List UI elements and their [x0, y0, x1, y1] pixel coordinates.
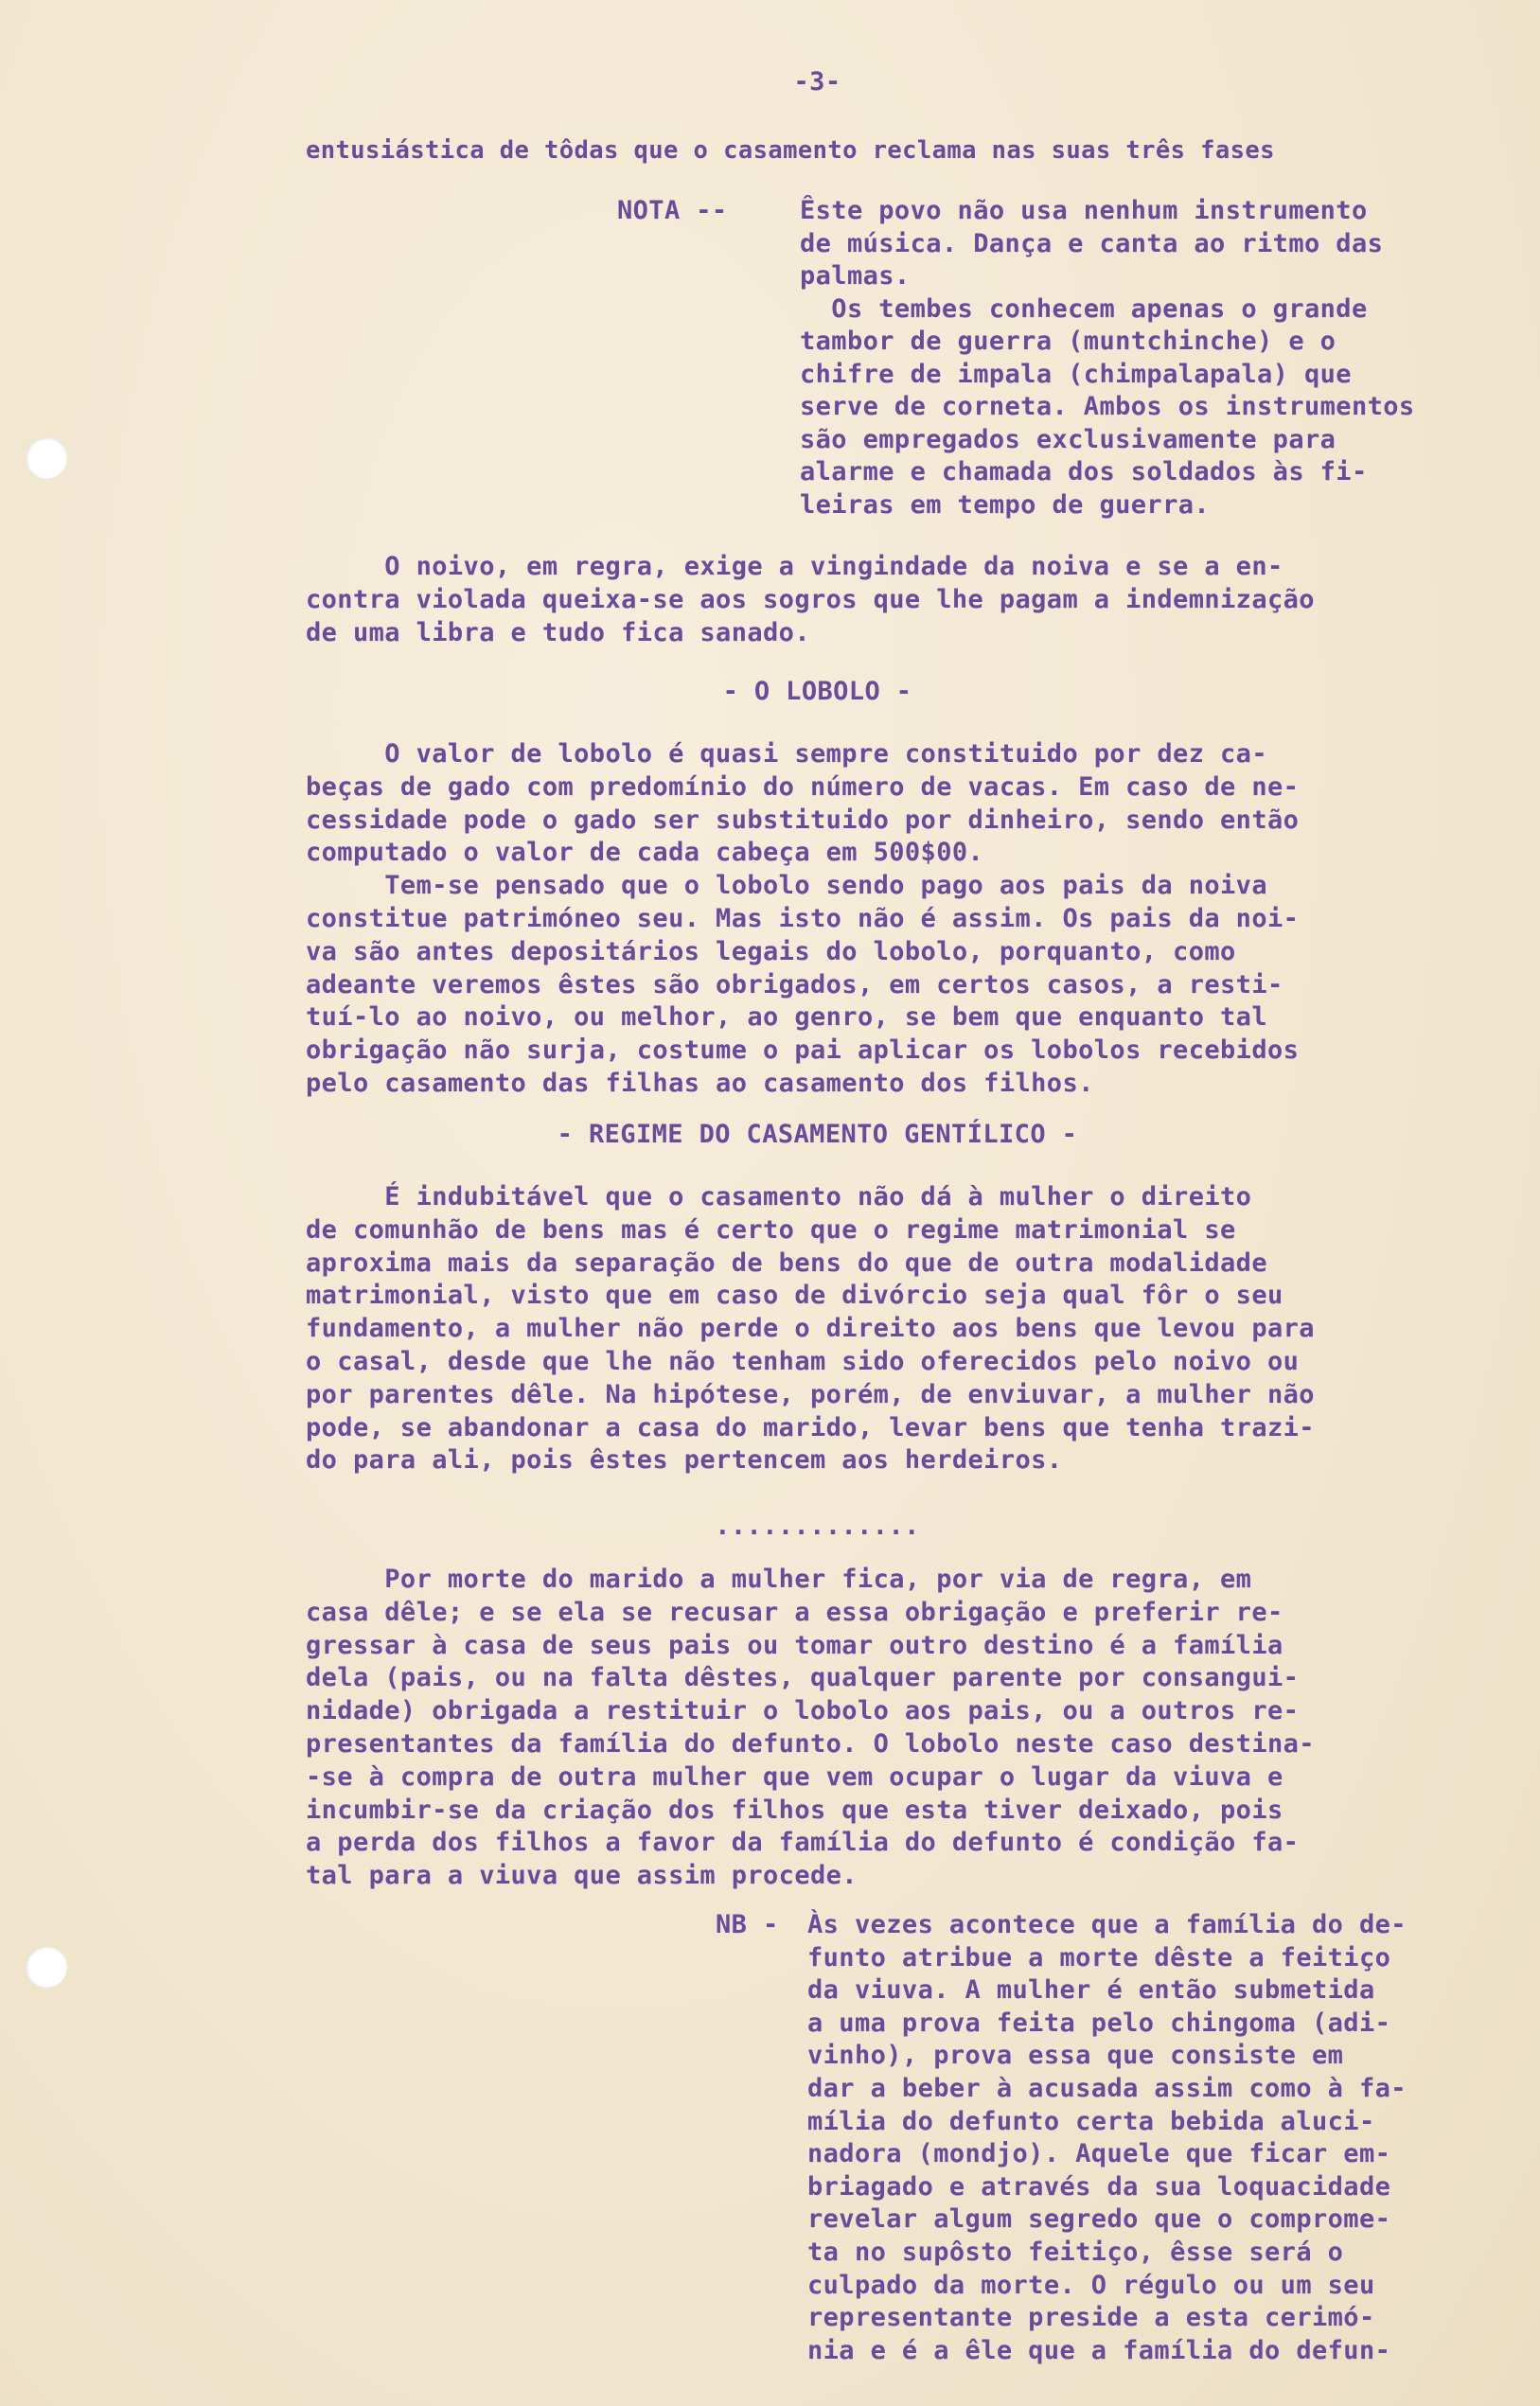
nota-line: Os tembes conhecem apenas o grande: [800, 293, 1368, 324]
nota-line: serve de corneta. Ambos os instrumentos: [800, 392, 1415, 421]
paragraph-line: o casal, desde que lhe não tenham sido oferecidos pelo noivo ou: [306, 1347, 1300, 1376]
page-number: -3-: [793, 67, 841, 97]
nota-line: alarme e chamada dos soldados às fi-: [800, 457, 1368, 487]
nb-line: funto atribue a morte dêste a feitiço: [807, 1942, 1391, 1973]
paragraph-line: tal para a viuva que assim procede.: [306, 1861, 858, 1891]
punch-hole-bottom: [26, 1946, 67, 1988]
paragraph-line: casa dêle; e se ela se recusar a essa obrigação e preferir re-: [306, 1597, 1283, 1627]
paragraph-line: a perda dos filhos a favor da família do defunto é condição fa-: [306, 1828, 1300, 1858]
paragraph-line: incumbir-se da criação dos filhos que esta tiver deixado, pois: [306, 1795, 1283, 1825]
nb-line: dar a beber à acusada assim como à fa-: [807, 2074, 1407, 2103]
nota-line: tambor de guerra (muntchinche) e o: [800, 327, 1336, 356]
nb-line: nia e é a êle que a família do defun-: [807, 2335, 1391, 2365]
nb-line: nadora (mondjo). Aquele que ficar em-: [807, 2139, 1391, 2169]
paragraph-line: gressar à casa de seus pais ou tomar outro destino é a família: [306, 1630, 1283, 1660]
paragraph-line: tuí-lo ao noivo, ou melhor, ao genro, se bem que enquanto tal: [306, 1002, 1267, 1033]
punch-hole-top: [26, 437, 67, 479]
paragraph-line: O noivo, em regra, exige a vingindade da noiva e se a en-: [306, 552, 1283, 581]
separator: .............: [715, 1512, 920, 1541]
nb-line: a uma prova feita pelo chingoma (adi-: [807, 2008, 1391, 2038]
paragraph-line: cessidade pode o gado ser substituido por dinheiro, sendo então: [306, 805, 1300, 835]
paragraph-line: beças de gado com predomínio do número de vacas. Em caso de ne-: [306, 771, 1300, 802]
paragraph-line: do para ali, pois êstes pertencem aos herdeiros.: [306, 1445, 1063, 1476]
nb-line: briagado e através da sua loquacidade: [807, 2171, 1391, 2202]
paragraph-line: -se à compra de outra mulher que vem ocupar o lugar da viuva e: [306, 1761, 1283, 1792]
intro-line: entusiástica de tôdas que o casamento reclama nas suas três fases: [306, 136, 1275, 165]
nb-line: ta no supôsto feitiço, êsse será o: [807, 2238, 1344, 2267]
nota-line: Êste povo não usa nenhum instrumento: [800, 196, 1368, 225]
section-heading: - REGIME DO CASAMENTO GENTÍLICO -: [557, 1120, 1078, 1149]
nb-line: revelar algum segredo que o comprome-: [807, 2204, 1391, 2235]
nota-line: chifre de impala (chimpalapala) que: [800, 359, 1352, 389]
nb-line: vinho), prova essa que consiste em: [807, 2041, 1344, 2071]
paragraph-line: pelo casamento das filhas ao casamento dos filhos.: [306, 1069, 1094, 1098]
paragraph-line: obrigação não surja, costume o pai aplicar os lobolos recebidos: [306, 1035, 1300, 1066]
nota-line: são empregados exclusivamente para: [800, 424, 1336, 454]
paragraph-line: de comunhão de bens mas é certo que o regime matrimonial se: [306, 1214, 1236, 1245]
nota-line: de música. Dança e canta ao ritmo das: [800, 228, 1384, 258]
paragraph-line: contra violada queixa-se aos sogros que lhe pagam a indemnização: [306, 584, 1315, 614]
nb-line: Às vezes acontece que a família do de-: [807, 1910, 1407, 1939]
paragraph-line: adeante veremos êstes são obrigados, em certos casos, a resti-: [306, 969, 1283, 1000]
paragraph-line: fundamento, a mulher não perde o direito aos bens que levou para: [306, 1314, 1315, 1344]
nb-line: da viuva. A mulher é então submetida: [807, 1975, 1375, 2006]
paragraph-line: computado o valor de cada cabeça em 500$00.: [306, 838, 984, 868]
paragraph-line: pode, se abandonar a casa do marido, levar bens que tenha trazi-: [306, 1412, 1315, 1442]
nb-label: NB -: [716, 1910, 779, 1939]
paragraph-line: de uma libra e tudo fica sanado.: [306, 617, 810, 647]
paragraph-line: presentantes da família do defunto. O lobolo neste caso destina-: [306, 1729, 1315, 1759]
paragraph-line: O valor de lobolo é quasi sempre constituido por dez ca-: [306, 739, 1267, 769]
section-heading: - O LOBOLO -: [722, 677, 912, 706]
paragraph-line: nidade) obrigada a restituir o lobolo aos pais, ou a outros re-: [306, 1696, 1300, 1726]
nota-line: leiras em tempo de guerra.: [800, 489, 1211, 520]
paragraph-line: va são antes depositários legais do lobolo, porquanto, como: [306, 936, 1236, 966]
paragraph-line: Tem-se pensado que o lobolo sendo pago aos pais da noiva: [306, 871, 1267, 901]
paragraph-line: matrimonial, visto que em caso de divórcio seja qual fôr o seu: [306, 1281, 1283, 1311]
nb-line: mília do defunto certa bebida aluci-: [807, 2106, 1375, 2136]
nb-line: culpado da morte. O régulo ou um seu: [807, 2270, 1375, 2300]
paragraph-line: constitue patrimóneo seu. Mas isto não é assim. Os pais da noi-: [306, 904, 1300, 933]
nota-line: palmas.: [800, 261, 911, 291]
paragraph-line: dela (pais, ou na falta dêstes, qualquer parente por consangui-: [306, 1663, 1300, 1693]
nb-line: representante preside a esta cerimó-: [807, 2303, 1375, 2333]
paragraph-line: aproxima mais da separação de bens do que de outra modalidade: [306, 1247, 1267, 1278]
paragraph-line: por parentes dêle. Na hipótese, porém, de enviuvar, a mulher não: [306, 1379, 1315, 1409]
nota-label: NOTA --: [617, 196, 728, 225]
paragraph-line: É indubitável que o casamento não dá à mulher o direito: [306, 1182, 1252, 1212]
paragraph-line: Por morte do marido a mulher fica, por via de regra, em: [306, 1565, 1252, 1594]
